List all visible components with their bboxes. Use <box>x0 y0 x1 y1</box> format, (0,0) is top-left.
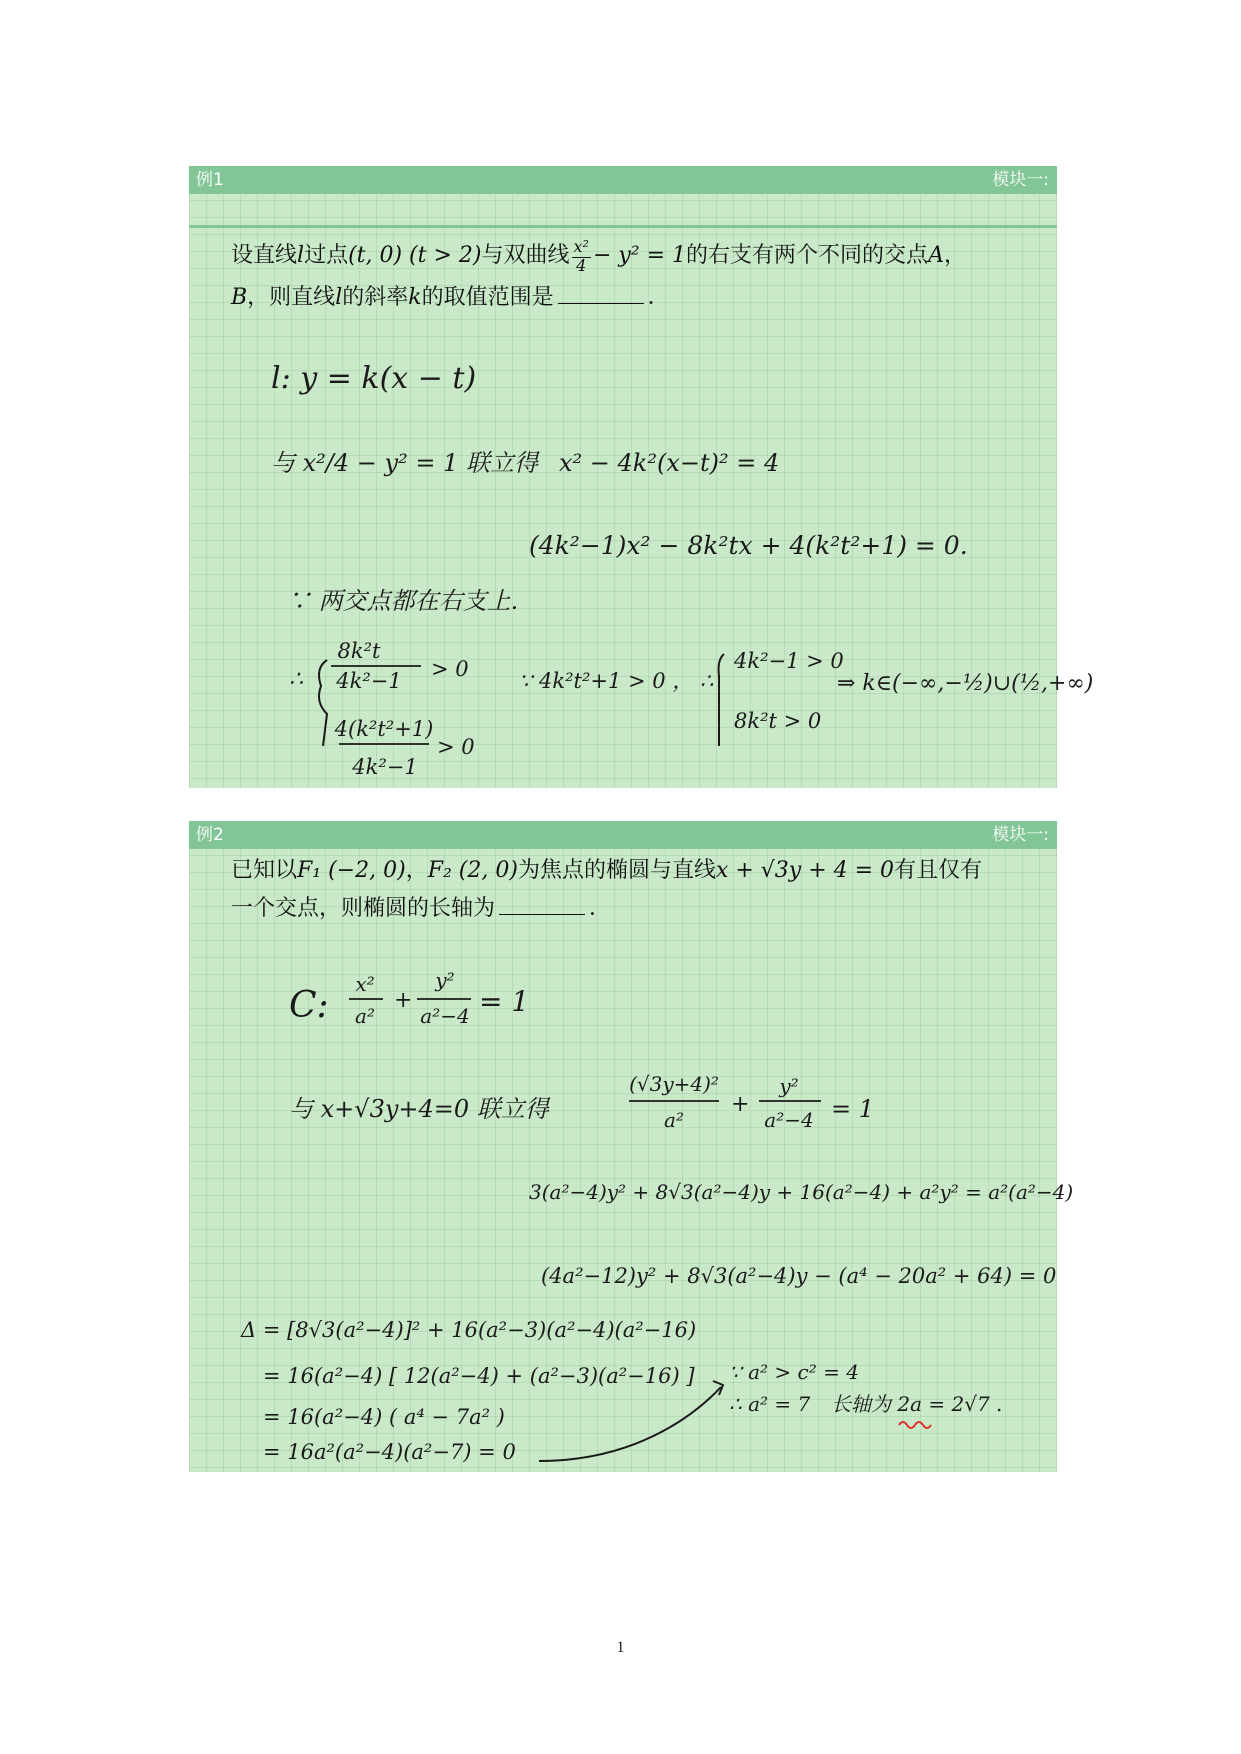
hyperbola-fraction: $\frac{\text{x²}}{4}$ <box>573 236 589 275</box>
discriminant-line-3: = 16(a²−4) ( a⁴ − 7a² ) <box>263 1405 505 1429</box>
example-label: 例2 <box>196 825 224 845</box>
work-line-expand: 3(a²−4)y² + 8√3(a²−4)y + 16(a²−4) + a²y² = a²(a²−4) <box>529 1180 1074 1204</box>
combined-f2-num: y² <box>779 1074 799 1098</box>
combined-plus: + <box>731 1092 750 1117</box>
ellipse-y-den: a²−4 <box>420 1004 470 1028</box>
page-number: 1 <box>616 1639 625 1656</box>
sys2-numerator: 4(k²t²+1) <box>334 717 434 741</box>
ellipse-x-den: a² <box>355 1004 375 1028</box>
example-card-2 <box>189 821 1074 1472</box>
example-card-1 <box>189 166 1094 788</box>
positivity-note: ∵ 4k²t²+1 > 0 ， ∴ <box>519 669 714 693</box>
result-line-2: ∴ a² = 7 <box>729 1392 811 1416</box>
ellipse-y-num: y² <box>435 968 455 992</box>
question-line-1: 设直线l过点(t, 0) (t > 2)与双曲线 $\frac{\text{x²}}{4}$ − y² = 1的右支有两个不同的交点A， <box>231 236 966 275</box>
ellipse-label: C: <box>289 985 329 1026</box>
work-line-combined-eq: x² − 4k²(x−t)² = 4 <box>559 449 780 477</box>
question-line-2: B，则直线l的斜率k的取值范围是 ． <box>231 285 670 310</box>
sys2-denominator: 4k²−1 <box>352 755 418 779</box>
ellipse-x-num: x² <box>355 972 375 996</box>
handwritten-solution-1 <box>189 166 1094 788</box>
work-line-line: l: y = k(x − t) <box>271 361 477 396</box>
result-line-1: ∵ a² > c² = 4 <box>729 1360 859 1384</box>
system-prefix: ∴ <box>289 667 303 692</box>
handwritten-solution-2 <box>189 821 1074 1472</box>
ellipse-plus: + <box>394 988 413 1013</box>
question-line-1: 已知以F₁ (−2, 0)，F₂ (2, 0)为焦点的椭圆与直线x + √3y + 4 = 0有且仅有 <box>231 858 983 883</box>
sys1-denominator: 4k²−1 <box>336 669 402 693</box>
work-line-quadratic: (4a²−12)y² + 8√3(a²−4)y − (a⁴ − 20a² + 64) = 0 <box>541 1264 1057 1288</box>
combined-eq: = 1 <box>831 1095 875 1123</box>
ellipse-eq: = 1 <box>479 985 530 1018</box>
system-brace-2 <box>719 654 724 746</box>
combined-f1-den: a² <box>664 1108 684 1132</box>
work-line-reason: ∵ 两交点都在右支上. <box>287 587 519 615</box>
work-line-quadratic: (4k²−1)x² − 8k²tx + 4(k²t²+1) = 0. <box>529 531 968 560</box>
sys3-second: 8k²t > 0 <box>734 709 822 733</box>
combined-f1-num: (√3y+4)² <box>629 1072 719 1096</box>
example-label: 例1 <box>196 170 224 190</box>
combined-f2-den: a²−4 <box>764 1108 814 1132</box>
question-line-2: 一个交点，则椭圆的长轴为 ． <box>231 896 612 921</box>
module-label: 模块一: <box>992 170 1049 190</box>
red-underline <box>899 1422 931 1428</box>
discriminant-line-4: = 16a²(a²−4)(a²−7) = 0 <box>263 1440 516 1464</box>
sys2-relation: > 0 <box>437 735 475 759</box>
sys3-first: 4k²−1 > 0 <box>734 649 844 673</box>
slope-result: ⇒ k∈(−∞,−½)∪(½,+∞) <box>837 671 1094 696</box>
sys1-relation: > 0 <box>431 657 469 681</box>
work-line-combine: 与 x+√3y+4=0 联立得 <box>289 1095 549 1123</box>
sys1-numerator: 8k²t <box>337 639 381 663</box>
module-label: 模块一: <box>992 825 1049 845</box>
discriminant-line-2: = 16(a²−4) [ 12(a²−4) + (a²−3)(a²−16) ] <box>263 1364 695 1388</box>
discriminant-line-1: Δ = [8√3(a²−4)]² + 16(a²−3)(a²−4)(a²−16) <box>241 1318 697 1342</box>
arrow-icon <box>539 1387 721 1461</box>
system-brace <box>319 660 327 746</box>
result-line-3: 长轴为 2a = 2√7 . <box>831 1392 1003 1416</box>
work-line-combine: 与 x²/4 − y² = 1 联立得 <box>271 449 538 477</box>
